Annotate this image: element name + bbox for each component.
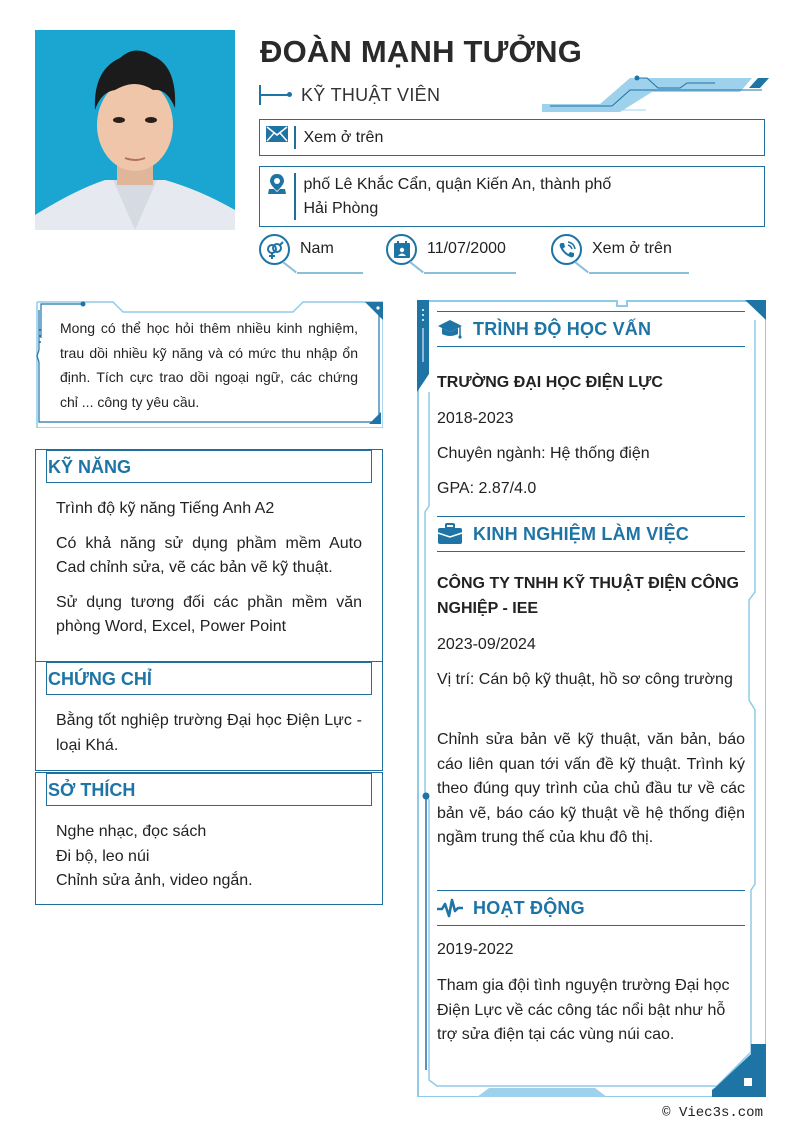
birthday-value: 11/07/2000 bbox=[427, 240, 506, 257]
email-field bbox=[259, 119, 765, 156]
candidate-name: ĐOÀN MẠNH TƯỞNG bbox=[260, 34, 583, 69]
phone-value: Xem ở trên bbox=[592, 240, 672, 257]
envelope-icon bbox=[266, 126, 288, 142]
experience-position: Vị trí: Cán bộ kỹ thuật, hồ sơ công trường bbox=[437, 671, 733, 688]
hobby-item: Nghe nhạc, đọc sách bbox=[56, 823, 207, 840]
gender-icon bbox=[259, 234, 290, 265]
skill-item: Có khả năng sử dụng phầm mềm Auto Cad chỉnh sửa, vẽ các bản vẽ kỹ thuật. bbox=[56, 534, 362, 576]
experience-header bbox=[437, 516, 745, 552]
education-gpa: GPA: 2.87/4.0 bbox=[437, 480, 537, 497]
job-title: KỸ THUẬT VIÊN bbox=[301, 84, 441, 105]
skill-item: Trình độ kỹ năng Tiếng Anh A2 bbox=[56, 500, 275, 517]
certificates-section bbox=[35, 661, 383, 771]
circuit-decoration-icon bbox=[540, 72, 772, 112]
activities-description: Tham gia đội tình nguyện trường Đại học Điện Lực về các công tác nổi bật như hỗ trợ sửa điện tại các vùng núi cao. bbox=[437, 977, 730, 1043]
career-objective bbox=[35, 300, 383, 428]
activities-title: HOẠT ĐỘNG bbox=[473, 897, 585, 918]
education-period: 2018-2023 bbox=[437, 410, 514, 427]
experience-description: Chỉnh sửa bản vẽ kỹ thuật, văn bản, báo cáo liên quan tới vấn đề kỹ thuật. Trình ký theo đúng quy trình của chủ đầu tư về các bản vẽ, báo cáo kỹ thuật về hệ thống điện ngầm trung thế của khu đô thị. bbox=[437, 731, 745, 846]
activities-header bbox=[437, 890, 745, 926]
experience-period: 2023-09/2024 bbox=[437, 636, 536, 653]
connector-line-icon bbox=[259, 85, 293, 105]
phone-icon bbox=[551, 234, 582, 265]
graduation-cap-icon bbox=[437, 317, 465, 341]
certificate-item: Bằng tốt nghiệp trường Đại học Điện Lực - loại Khá. bbox=[56, 712, 362, 754]
activities-period: 2019-2022 bbox=[437, 941, 514, 958]
skills-section bbox=[35, 449, 383, 662]
school-name: TRƯỜNG ĐẠI HỌC ĐIỆN LỰC bbox=[437, 374, 663, 391]
education-title: TRÌNH ĐỘ HỌC VẤN bbox=[473, 318, 652, 339]
education-header bbox=[437, 311, 745, 347]
company-name: CÔNG TY TNHH KỸ THUẬT ĐIỆN CÔNG NGHIỆP - IEE bbox=[437, 575, 739, 617]
address-value: phố Lê Khắc Cẩn, quận Kiến An, thành phố Hải Phòng bbox=[303, 176, 612, 217]
education-major: Chuyên ngành: Hệ thống điện bbox=[437, 445, 650, 462]
profile-photo bbox=[35, 30, 235, 230]
briefcase-icon bbox=[437, 522, 465, 546]
certificates-title: CHỨNG CHỈ bbox=[46, 662, 372, 695]
pulse-icon bbox=[437, 896, 465, 920]
hobbies-title: SỞ THÍCH bbox=[46, 773, 372, 806]
map-pin-icon bbox=[267, 173, 287, 195]
experience-title: KINH NGHIỆM LÀM VIỆC bbox=[473, 523, 690, 544]
email-value: Xem ở trên bbox=[303, 129, 384, 146]
copyright-footer: © Viec3s.com bbox=[662, 1105, 763, 1121]
hobby-item: Chỉnh sửa ảnh, video ngắn. bbox=[56, 872, 253, 889]
address-field bbox=[259, 166, 765, 227]
skills-title: KỸ NĂNG bbox=[46, 450, 372, 483]
main-content-panel bbox=[417, 300, 766, 1097]
objective-text: Mong có thể học hỏi thêm nhiều kinh nghiệm, trau dồi nhiều kỹ năng và có mức thu nhập ổn định. Tích cực trao dồi ngoại ngữ, các chứng chỉ ... công ty yêu cầu. bbox=[60, 320, 358, 410]
hobbies-section bbox=[35, 772, 383, 905]
gender-value: Nam bbox=[300, 240, 334, 257]
calendar-icon bbox=[386, 234, 417, 265]
portrait-image bbox=[35, 30, 235, 230]
hobby-item: Đi bộ, leo núi bbox=[56, 847, 150, 865]
job-title-row bbox=[259, 82, 440, 108]
skill-item: Sử dụng tương đối các phần mềm văn phòng Word, Excel, Power Point bbox=[56, 593, 362, 635]
